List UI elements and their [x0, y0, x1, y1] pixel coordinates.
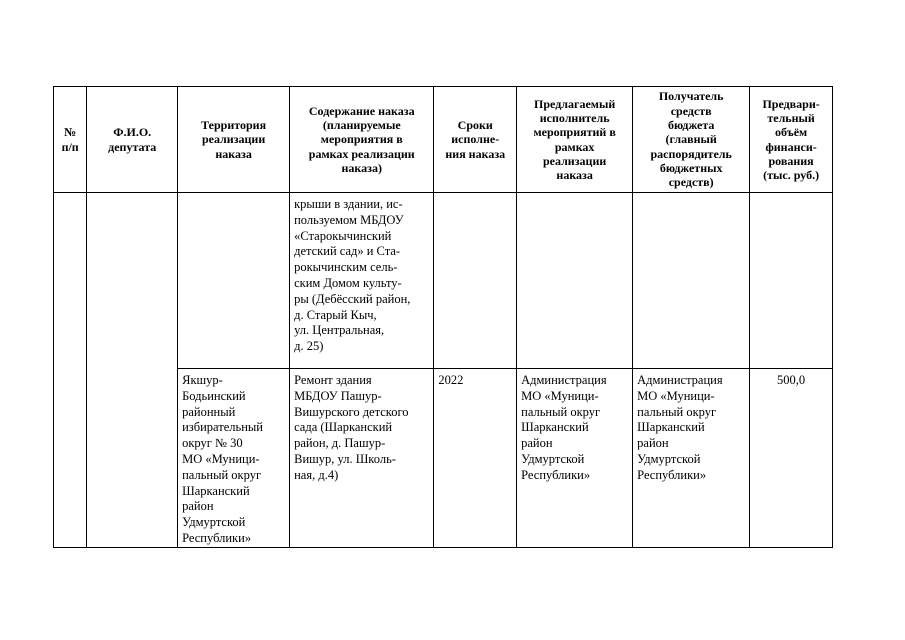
- cell-order-content: Ремонт здания МБДОУ Пашур- Вишурского детского сада (Шарканский район, д. Пашур- Вишур, ул. Школь- ная, д.4): [290, 369, 434, 548]
- cell-territory: [178, 193, 290, 369]
- cell-number: [54, 193, 87, 548]
- table-header-row: [54, 87, 833, 193]
- header-funding-amount: Предвари- тельный объём финанси- рования (тыс. руб.): [750, 87, 833, 193]
- header-budget-recipient: Получатель средств бюджета (главный распорядитель бюджетных средств): [633, 87, 750, 193]
- header-territory: Территория реализации наказа: [178, 87, 290, 193]
- header-executor: Предлагаемый исполнитель мероприятий в рамках реализации наказа: [517, 87, 633, 193]
- cell-deputy-name: [87, 193, 178, 548]
- cell-term: [434, 193, 517, 369]
- header-order-content: Содержание наказа (планируемые мероприятия в рамках реализации наказа): [290, 87, 434, 193]
- header-term: Сроки исполне- ния наказа: [434, 87, 517, 193]
- cell-term: 2022: [434, 369, 517, 548]
- cell-funding-amount: [750, 193, 833, 369]
- cell-budget-recipient: Администрация МО «Муници- пальный округ Шарканский район Удмуртской Республики»: [633, 369, 750, 548]
- orders-table: [53, 86, 833, 548]
- cell-territory: Якшур- Бодьинский районный избирательный округ № 30 МО «Муници- пальный округ Шарканский район Удмуртской Республики»: [178, 369, 290, 548]
- cell-executor: [517, 193, 633, 369]
- cell-budget-recipient: [633, 193, 750, 369]
- header-deputy-name: Ф.И.О. депутата: [87, 87, 178, 193]
- header-number: № п/п: [54, 87, 87, 193]
- cell-order-content: крыши в здании, ис- пользуемом МБДОУ «Старокычинский детский сад» и Ста- рокычинским сель- ским Домом культу- ры (Дебёсский район, д. Старый Кыч, ул. Центральная, д. 25): [290, 193, 434, 369]
- table-row-continuation: [54, 193, 833, 369]
- cell-executor: Администрация МО «Муници- пальный округ Шарканский район Удмуртской Республики»: [517, 369, 633, 548]
- cell-funding-amount: 500,0: [750, 369, 833, 548]
